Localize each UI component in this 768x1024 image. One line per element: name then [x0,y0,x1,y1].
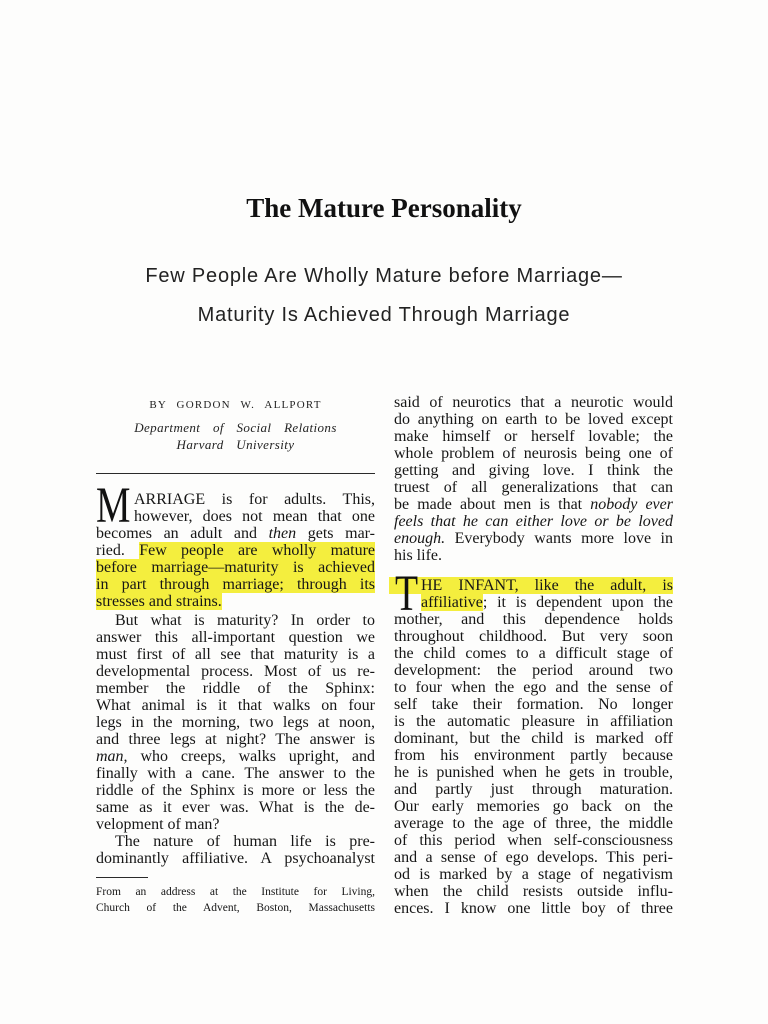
body-line: to four when the ego and the sense of [394,679,673,696]
body-line: and partly just through maturation. [394,781,673,798]
body-line: of this period when self-consciousness [394,832,673,849]
body-line: development: the period around two [394,662,673,679]
body-line: throughout childhood. But very soon [394,628,673,645]
infant-section [394,566,673,917]
body-line [394,577,673,594]
body-line [96,542,375,559]
body-line [394,530,673,547]
highlight: affiliative [421,594,483,611]
body-line: answer this all-important question we [96,629,375,646]
text-run: ried. [96,542,140,559]
body-line: dominant, but the child is marked off [394,730,673,747]
byline-divider [96,473,375,474]
author-university: Harvard University [176,437,295,452]
body-line: said of neurotics that a neurotic would [394,394,673,411]
body-line: truest of all generalizations that can [394,479,673,496]
body-line: The nature of human life is pre- [115,833,375,850]
body-line: velopment of man? [96,816,220,833]
body-line: and a sense of ego develops. This peri- [394,849,673,866]
body-line: the child comes to a difficult stage of [394,645,673,662]
highlight: in part through marriage; through its [96,576,375,593]
article-subtitle-line: Few People Are Wholly Mature before Marriage— [145,265,623,287]
body-line: legs in the morning, two legs at noon, [96,714,375,731]
footnote-line: From an address at the Institute for Living, [96,886,375,898]
body-line: make himself or herself lovable; the [394,428,673,445]
body-line: his life. [394,547,442,564]
highlight: HE INFANT, like the adult, is [421,577,673,594]
body-line: riddle of the Sphinx is more or less the [96,782,375,799]
emphasis: man, [96,748,128,765]
body-line: getting and giving love. I think the [394,462,673,479]
body-line: from his environment partly because [394,747,673,764]
footnote-divider [96,877,148,878]
body-line: self take their formation. No longer [394,696,673,713]
body-line: he is punished when he gets in trouble, [394,764,673,781]
body-line [394,496,673,513]
body-line [96,576,375,593]
text-run: ; it is dependent upon the [482,594,673,611]
footnote-line: Church of the Advent, Boston, Massachusetts [96,902,375,914]
body-line: when the child resists outside influ- [394,883,673,900]
body-line: however, does not mean that one [134,508,375,525]
highlight: Few people are wholly mature [139,542,375,559]
body-line: is the automatic pleasure in affiliation [394,713,673,730]
body-line [394,594,673,611]
body-line: must first of all see that maturity is a [96,646,375,663]
body-line: mother, and this dependence holds [394,611,673,628]
text-run: Everybody wants more love in [445,530,673,547]
body-line: What animal is it that walks on four [96,697,375,714]
emphasis: then [268,525,297,542]
intro-section [96,478,375,610]
body-line [96,593,375,610]
body-line: feels that he can either love or be loved [394,513,673,530]
highlight: stresses and strains. [96,593,222,610]
author-byline: BY GORDON W. ALLPORT [149,399,322,411]
body-line: and three legs at night? The answer is [96,731,375,748]
body-line: ences. I know one little boy of three [394,900,673,917]
body-line: od is marked by a stage of negativism [394,866,673,883]
text-run: be made about men is that [394,496,591,513]
body-line: whole problem of neurosis being one of [394,445,673,462]
body-line: member the riddle of the Sphinx: [96,680,375,697]
drop-cap: T [395,566,419,622]
article-title: The Mature Personality [246,193,522,223]
body-line: dominantly affiliative. A psychoanalyst [96,850,375,867]
body-line [96,748,375,765]
body-line [96,559,375,576]
body-line: finally with a cane. The answer to the [96,765,375,782]
body-line: average to the age of three, the middle [394,815,673,832]
author-department: Department of Social Relations [134,420,337,435]
body-line: do anything on earth to be loved except [394,411,673,428]
emphasis: enough. [394,530,446,547]
body-line: But what is maturity? In order to [115,612,375,629]
text-run: gets mar- [296,525,375,542]
body-line: same as it ever was. What is the de- [96,799,375,816]
highlight: before marriage—maturity is achieved [96,559,375,576]
body-line: developmental process. Most of us re- [96,663,375,680]
emphasis: nobody ever [590,496,673,513]
paragraph [96,833,375,867]
paragraph [96,612,375,833]
body-line [96,525,375,542]
body-line: Our early memories go back on the [394,798,673,815]
article-subtitle-line: Maturity Is Achieved Through Marriage [197,304,571,326]
text-run: becomes an adult and [96,525,269,542]
drop-cap: M [96,478,131,534]
paragraph [394,394,673,564]
footnote [96,884,375,916]
body-line: ARRIAGE is for adults. This, [134,491,375,508]
text-run: who creeps, walks upright, and [127,748,375,765]
